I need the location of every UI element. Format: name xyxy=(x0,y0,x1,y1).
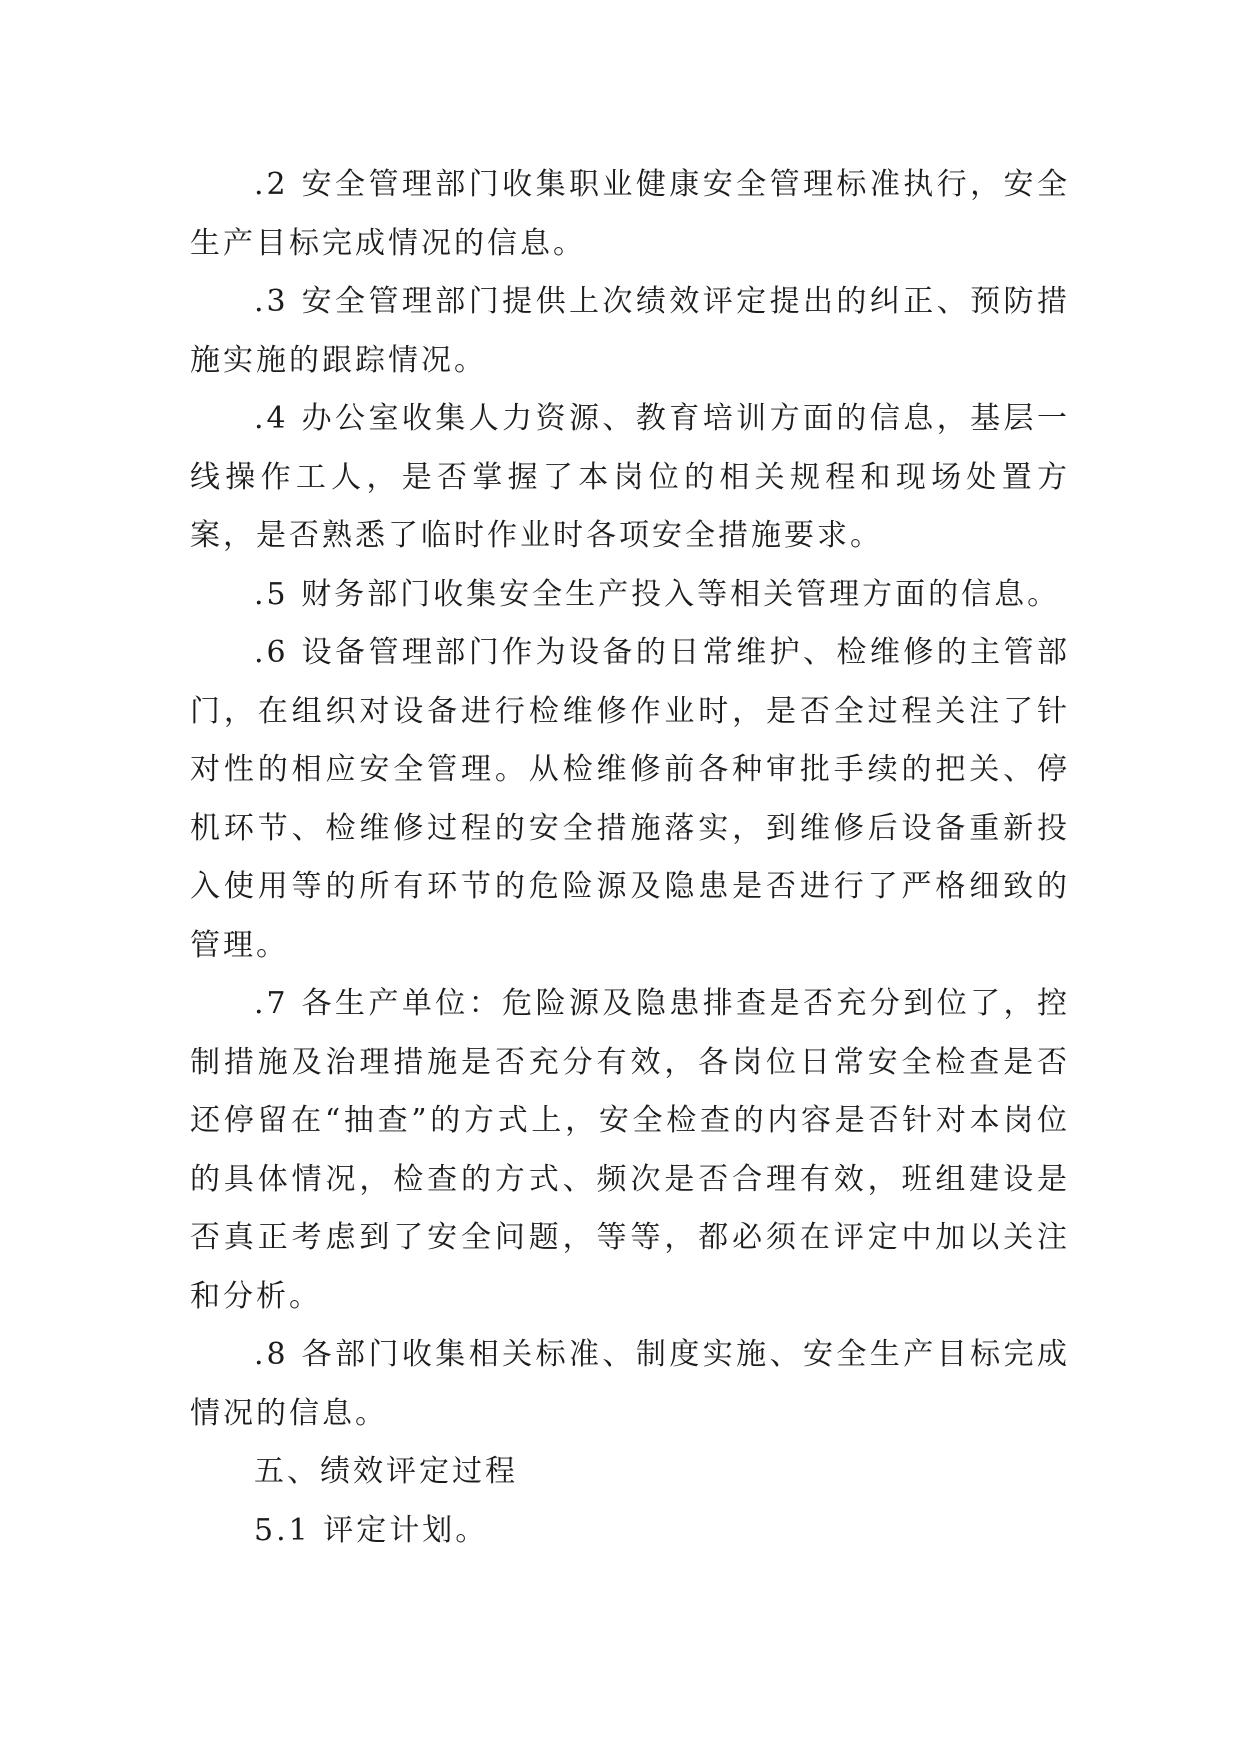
document-body xyxy=(190,156,1070,1560)
paragraph-6: .6 设备管理部门作为设备的日常维护、检维修的主管部门，在组织对设备进行检维修作业时，是否全过程关注了针对性的相应安全管理。从检维修前各种审批手续的把关、停机环节、检维修过程的安全措施落实，到维修后设备重新投入使用等的所有环节的危险源及隐患是否进行了严格细致的管理。 xyxy=(190,635,1070,963)
subsection-heading: 5.1 评定计划。 xyxy=(254,1512,489,1548)
paragraph-2: .2 安全管理部门收集职业健康安全管理标准执行，安全生产目标完成情况的信息。 xyxy=(190,167,1070,261)
paragraph-7: .7 各生产单位：危险源及隐患排查是否充分到位了，控制措施及治理措施是否充分有效，各岗位日常安全检查是否还停留在“抽查”的方式上，安全检查的内容是否针对本岗位的具体情况，检查的方式、频次是否合理有效，班组建设是否真正考虑到了安全问题，等等，都必须在评定中加以关注和分析。 xyxy=(190,986,1070,1314)
paragraph-3: .3 安全管理部门提供上次绩效评定提出的纠正、预防措施实施的跟踪情况。 xyxy=(190,284,1070,378)
paragraph-5: .5 财务部门收集安全生产投入等相关管理方面的信息。 xyxy=(254,576,1061,612)
paragraph-8: .8 各部门收集相关标准、制度实施、安全生产目标完成情况的信息。 xyxy=(190,1337,1070,1431)
section-heading: 五、绩效评定过程 xyxy=(254,1454,518,1489)
paragraph-4: .4 办公室收集人力资源、教育培训方面的信息，基层一线操作工人，是否掌握了本岗位的相关规程和现场处置方案，是否熟悉了临时作业时各项安全措施要求。 xyxy=(190,401,1070,553)
